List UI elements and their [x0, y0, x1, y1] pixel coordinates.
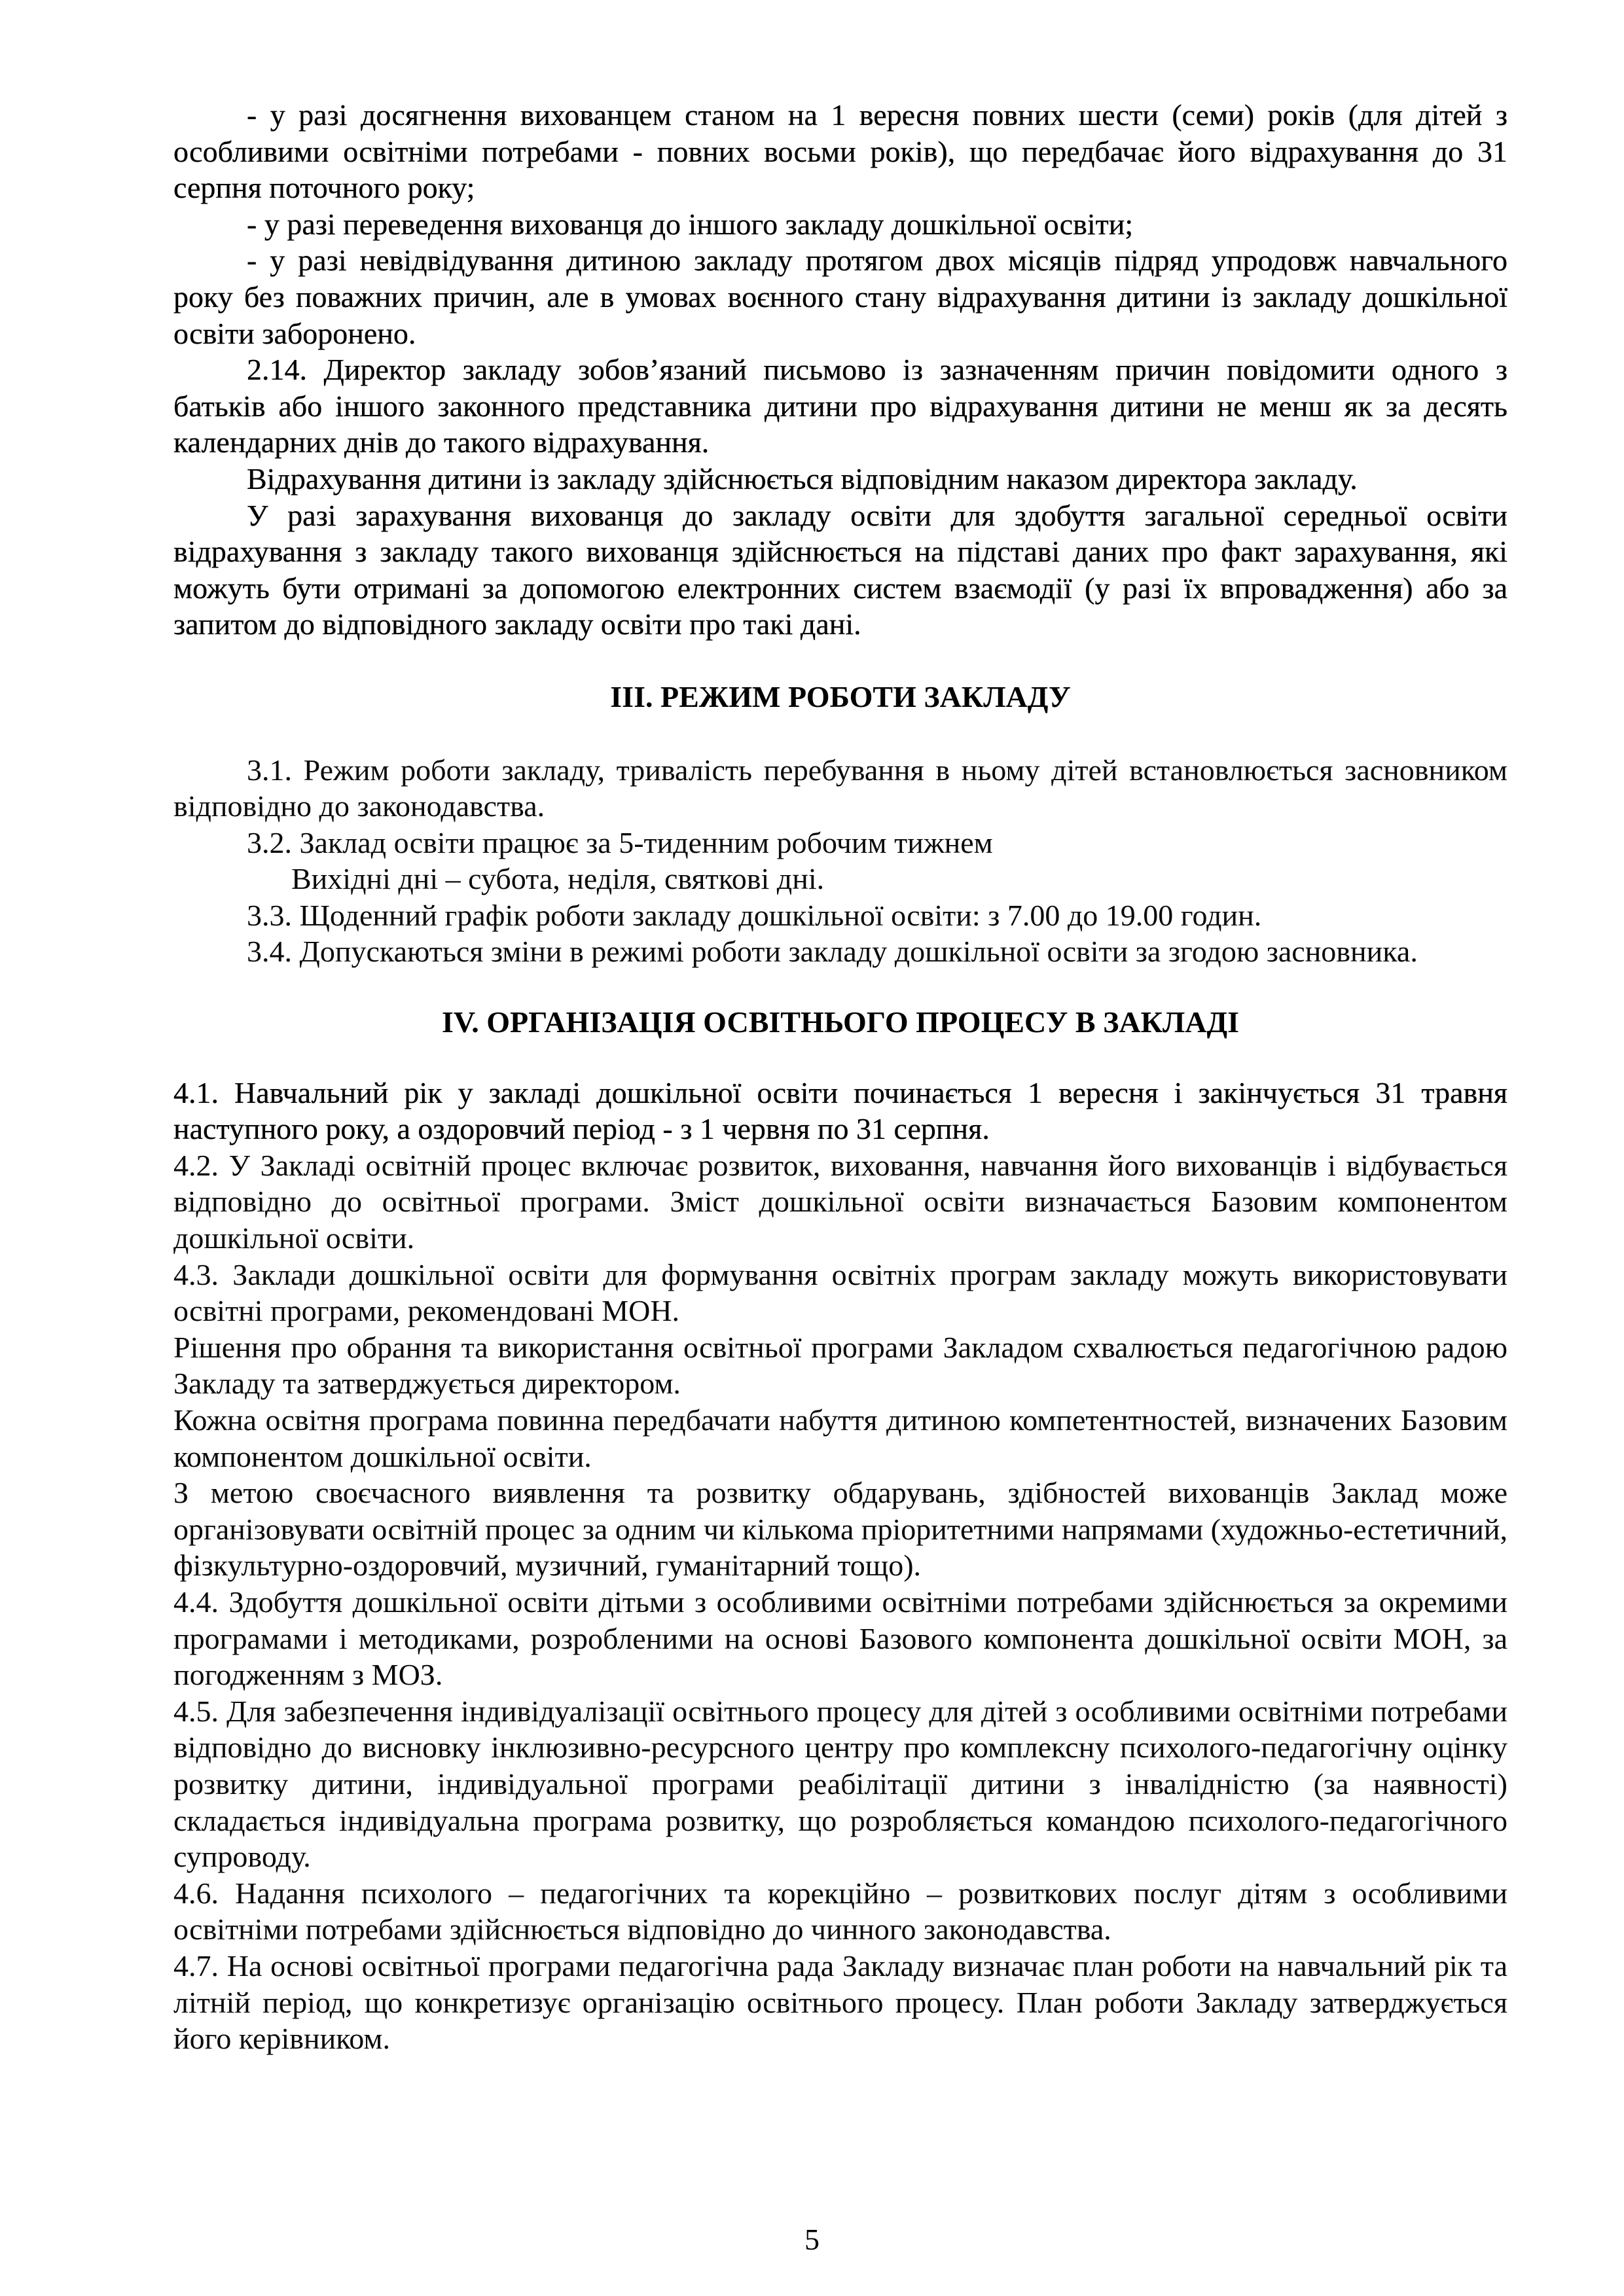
paragraph-4-6: 4.6. Надання психолого – педагогічних та корекційно – розвиткових послуг дітям з особливими освітніми потребами здійснюється відповідно до чинного законодавства.	[173, 1876, 1507, 1946]
paragraph-3-3: 3.3. Щоденний графік роботи закладу дошкільної освіти: з 7.00 до 19.00 годин.	[247, 898, 1262, 932]
paragraph-talent-development: З метою своєчасного виявлення та розвитку обдарувань, здібностей вихованців Заклад може організовувати освітній процес за одним чи кількома пріоритетними напрямами (художньо-естетичний, фізкультурно-оздоровчий, музичний, гуманітарний тощо).	[173, 1476, 1507, 1583]
paragraph-program-competence: Кожна освітня програма повинна передбачати набуття дитиною компетентностей, визначених Базовим компонентом дошкільної освіти.	[173, 1403, 1507, 1473]
section-4-heading: IV. ОРГАНІЗАЦІЯ ОСВІТНЬОГО ПРОЦЕСУ В ЗАКЛАДІ	[442, 1005, 1239, 1039]
page-number: 5	[804, 2223, 820, 2256]
paragraph-enrollment-transfer: У разі зарахування вихованця до закладу освіти для здобуття загальної середньої освіти відрахування з закладу такого вихованця здійснюється на підставі даних про факт зарахування, які можуть бути отримані за допомогою електронних систем взаємодії (у разі їх впровадження) або за запитом до відповідного закладу освіти про такі дані.	[173, 498, 1507, 641]
paragraph-4-7: 4.7. На основі освітньої програми педагогічна рада Закладу визначає план роботи на навчальний рік та літній період, що конкретизує організацію освітнього процесу. План роботи Закладу затверджується його керівником.	[173, 1948, 1507, 2056]
paragraph-4-3: 4.3. Заклади дошкільної освіти для формування освітніх програм закладу можуть використовувати освітні програми, рекомендовані МОН.	[173, 1257, 1507, 1328]
paragraph-expulsion-transfer: - у разі переведення вихованця до іншого закладу дошкільної освіти;	[247, 207, 1134, 241]
paragraph-4-1: 4.1. Навчальний рік у закладі дошкільної освіти починається 1 вересня і закінчується 31 травня наступного року, а оздоровчий період - з 1 червня по 31 серпня.	[173, 1075, 1507, 1146]
paragraph-3-2: 3.2. Заклад освіти працює за 5-тиденним робочим тижнем	[247, 825, 993, 859]
paragraph-days-off: Вихідні дні – субота, неділя, святкові дні.	[291, 862, 825, 896]
paragraph-4-2: 4.2. У Закладі освітній процес включає розвиток, виховання, навчання його вихованців і відбувається відповідно до освітньої програми. Зміст дошкільної освіти визначається Базовим компонентом дошкільної освіти.	[173, 1148, 1507, 1255]
section-3-heading: ІІІ. РЕЖИМ РОБОТИ ЗАКЛАДУ	[610, 679, 1071, 713]
paragraph-4-4: 4.4. Здобуття дошкільної освіти дітьми з особливими освітніми потребами здійснюється за окремими програмами і методиками, розробленими на основі Базового компонента дошкільної освіти МОН, за погодженням з МОЗ.	[173, 1585, 1507, 1692]
paragraph-3-4: 3.4. Допускаються зміни в режимі роботи закладу дошкільної освіти за згодою засновника.	[247, 935, 1418, 969]
paragraph-expulsion-order: Відрахування дитини із закладу здійснюється відповідним наказом директора закладу.	[247, 461, 1358, 495]
paragraph-3-1: 3.1. Режим роботи закладу, тривалість перебування в ньому дітей встановлюється засновником відповідно до законодавства.	[173, 753, 1507, 823]
paragraph-expulsion-absence: - у разі невідвідування дитиною закладу протягом двох місяців підряд упродовж навчального року без поважних причин, але в умовах воєнного стану відрахування дитини із закладу дошкільної освіти заборонено.	[173, 243, 1507, 350]
paragraph-expulsion-age: - у разі досягнення вихованцем станом на 1 вересня повних шести (семи) років (для дітей з особливими освітніми потребами - повних восьми років), що передбачає його відрахування до 31 серпня поточного року;	[173, 98, 1507, 205]
paragraph-program-approval: Рішення про обрання та використання освітньої програми Закладом схвалюється педагогічною радою Закладу та затверджується директором.	[173, 1330, 1507, 1401]
document-page	[173, 97, 1507, 2057]
paragraph-4-5: 4.5. Для забезпечення індивідуалізації освітнього процесу для дітей з особливими освітніми потребами відповідно до висновку інклюзивно-ресурсного центру про комплексну психолого-педагогічну оцінку розвитку дитини, індивідуальної програми реабілітації дитини з інвалідністю (за наявності) складається індивідуальна програма розвитку, що розробляється командою психолого-педагогічного супроводу.	[173, 1694, 1507, 1874]
paragraph-2-14: 2.14. Директор закладу зобов’язаний письмово із зазначенням причин повідомити одного з батьків або іншого законного представника дитини про відрахування дитини не менш як за десять календарних днів до такого відрахування.	[173, 353, 1507, 459]
